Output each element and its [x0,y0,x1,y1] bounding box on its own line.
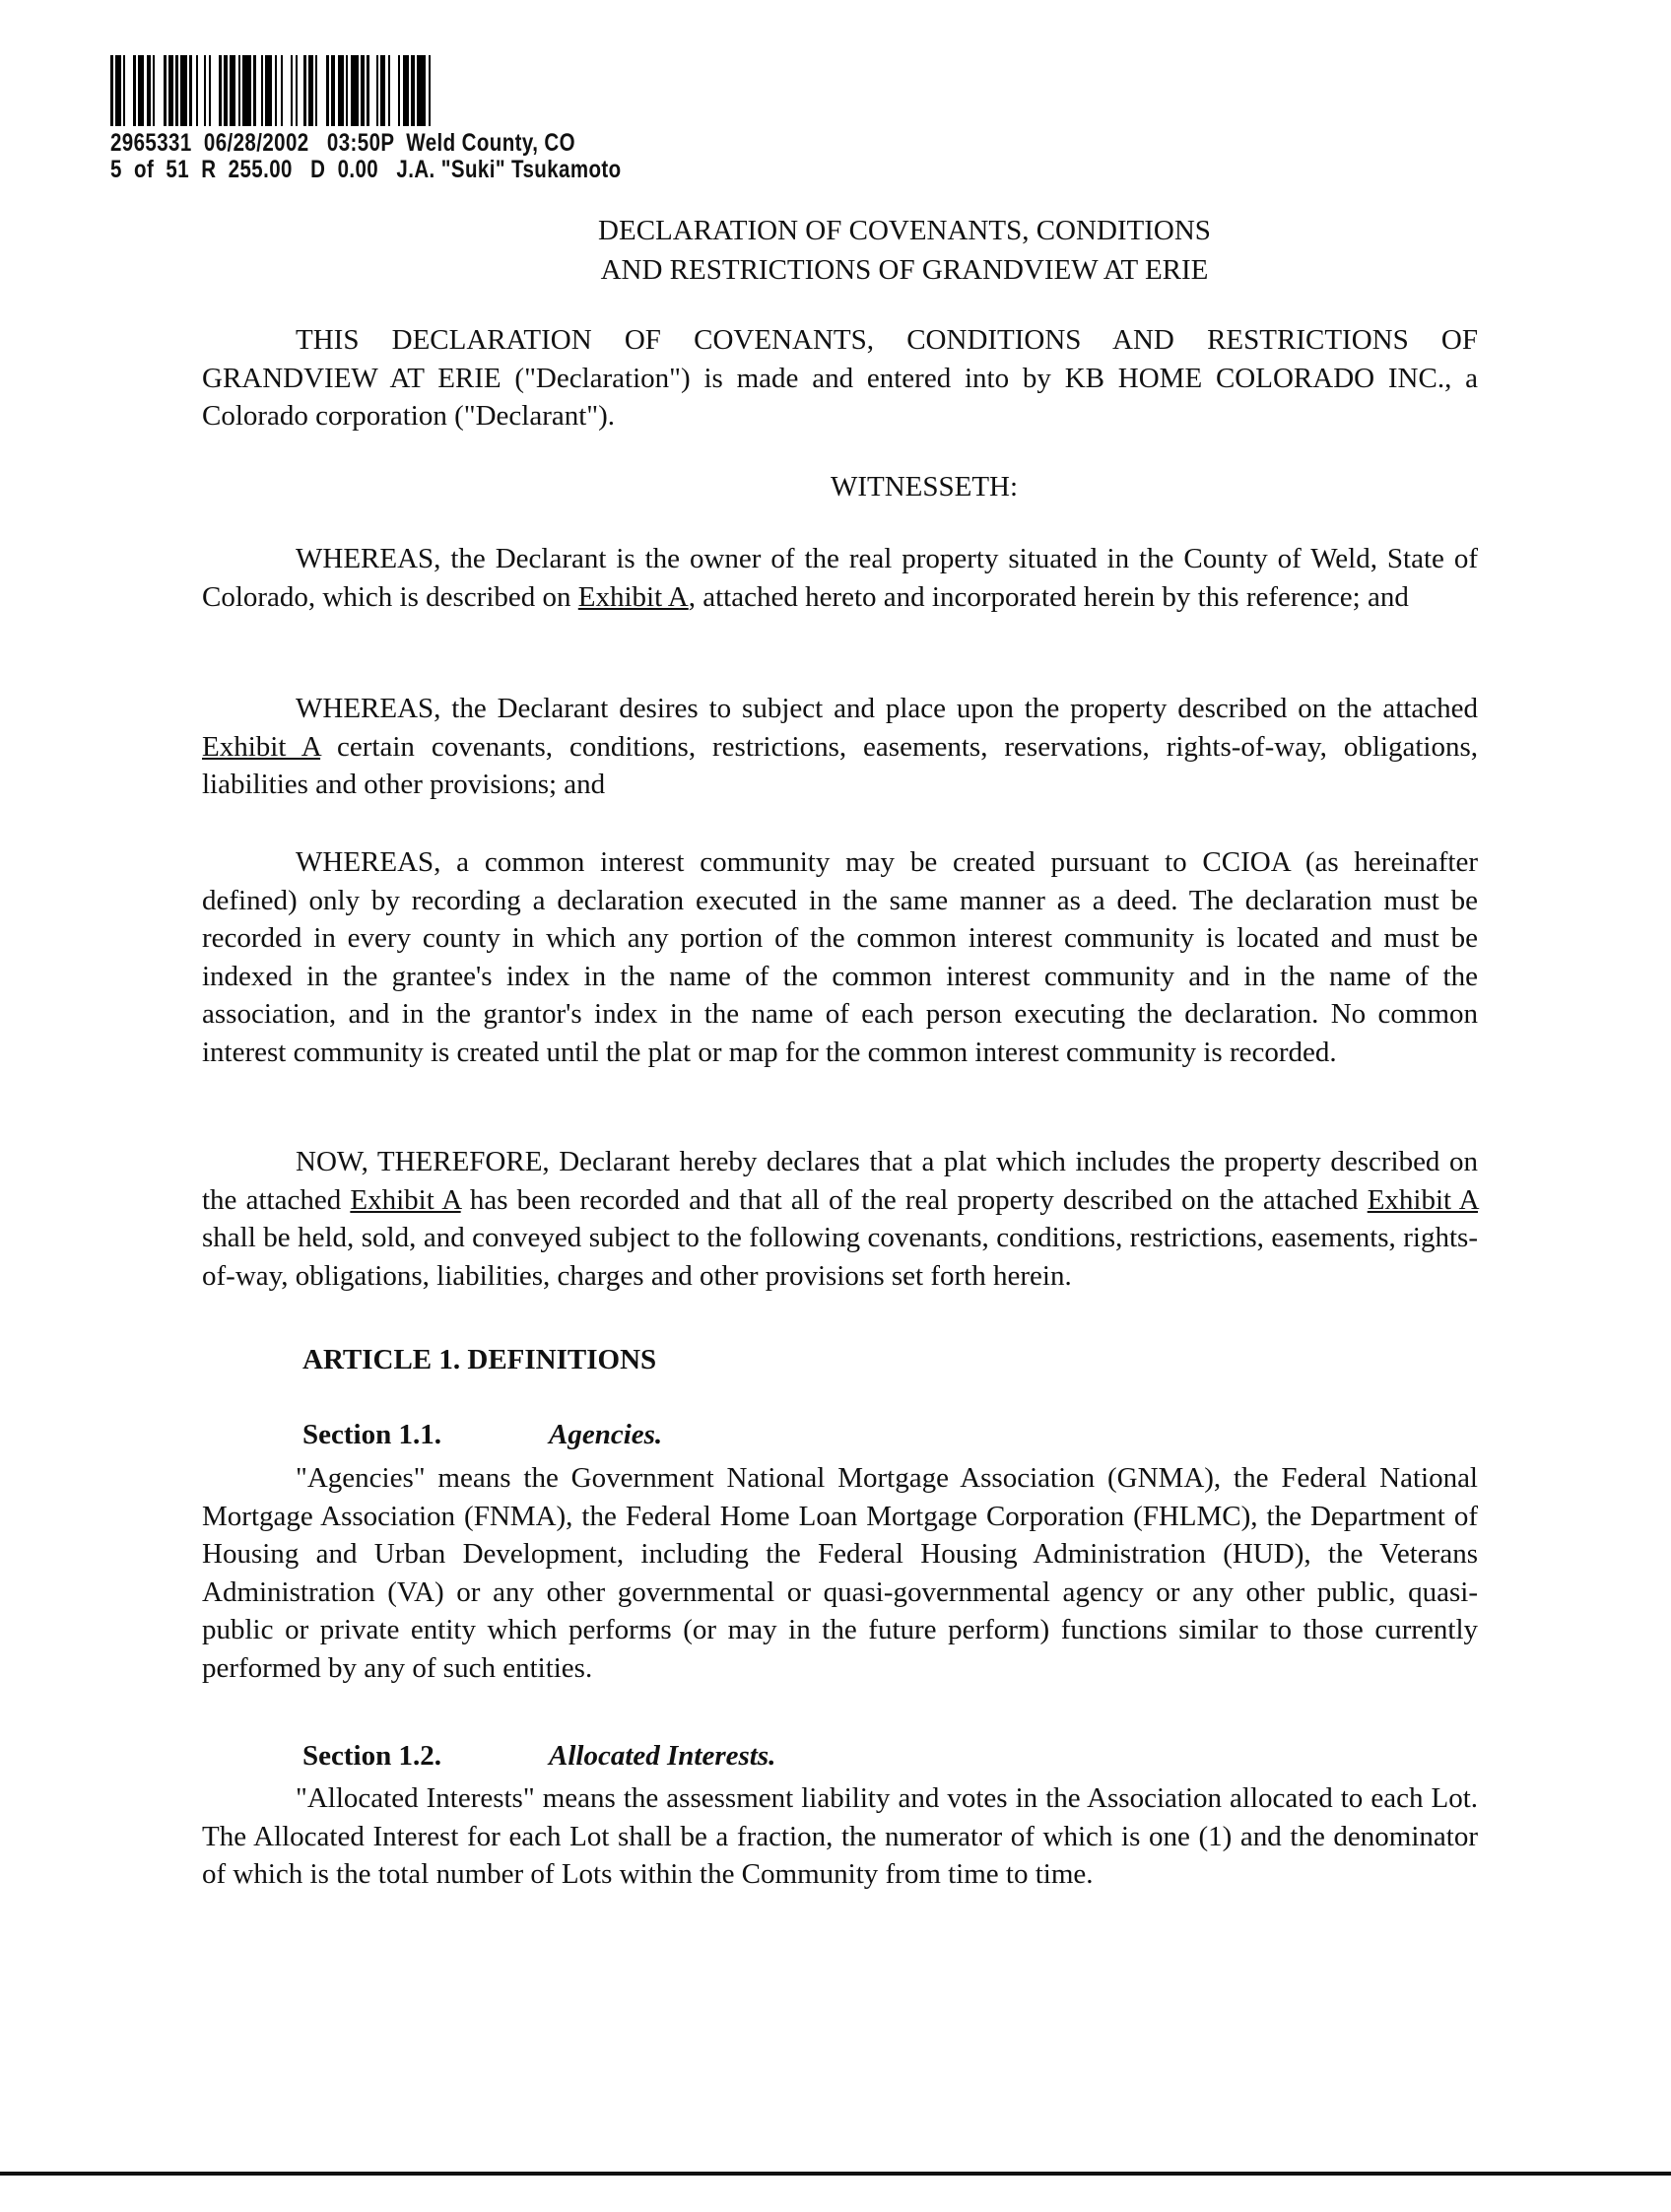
barcode-bar [138,55,144,126]
barcode-bar [224,55,228,126]
whereas-paragraph-2: WHEREAS, the Declarant desires to subject and place upon the property described on the attached Exhibit A certain covenants, conditions, restrictions, easements, reservations, rights-of-way, obligations, liabilities and other provisions; and [202,693,1478,800]
barcode-bar [189,55,192,126]
barcode-bar [230,55,235,126]
barcode-bar [326,55,329,126]
barcode-bar [265,55,272,126]
barcode-bar [380,55,385,126]
barcode-bar [180,55,187,126]
barcode-bar [346,55,348,126]
barcode-bar [238,55,240,126]
exhibit-a-reference: Exhibit A [350,1183,461,1216]
section-1-1-body: "Agencies" means the Government National Mortgage Association (GNMA), the Federal National Mortgage Association (FNMA), the Federal Home Loan Mortgage Corporation (FHLMC), the Department of Housing and Urban Development, including the Federal Housing Administration (HUD), the Veterans Administration (VA) or any other governmental or quasi-governmental agency or any other public, quasi-public or private entity which performs (or may in the future perform) functions similar to those currently performed by any of such entities. [202,1462,1478,1684]
exhibit-a-reference: Exhibit A [202,730,321,763]
barcode-bar [275,55,277,126]
barcode-bar [115,55,121,126]
barcode-bar [417,55,426,126]
section-heading-1-1: Section 1.1. Agencies. [302,1419,663,1450]
barcode-bar [242,55,251,126]
barcode-bar [331,55,335,126]
barcode-bar [403,55,409,126]
barcode-bar [168,55,173,126]
barcode-bar [147,55,151,126]
recording-line-2: 5 of 51 R 255.00 D 0.00 J.A. "Suki" Tsukamoto [110,156,622,183]
barcode-bar [209,55,211,126]
barcode-bar [351,55,359,126]
barcode-bar [281,55,283,126]
document-title [0,211,1671,290]
barcode-bar [291,55,293,126]
barcode-bar [253,55,256,126]
article-heading: ARTICLE 1. DEFINITIONS [302,1344,657,1375]
title-line-2: AND RESTRICTIONS OF GRANDVIEW AT ERIE [600,254,1209,286]
barcode-bar [388,55,390,126]
section-heading-1-2: Section 1.2. Allocated Interests. [302,1740,776,1772]
barcode-image [110,55,790,126]
barcode-bar [338,55,344,126]
barcode-bar [153,55,155,126]
whereas-paragraph-3 [202,843,1478,1071]
intro-paragraph [202,321,1478,436]
bottom-divider [0,2172,1671,2176]
title-line-1: DECLARATION OF COVENANTS, CONDITIONS [598,215,1211,246]
recording-stamp [110,55,790,183]
barcode-bar [376,55,378,126]
exhibit-a-reference: Exhibit A [1367,1183,1478,1216]
barcode-bar [315,55,317,126]
barcode-bar [123,55,125,126]
barcode-bar [398,55,400,126]
barcode-bar [411,55,415,126]
section-1-2-body: "Allocated Interests" means the assessment liability and votes in the Association allocated to each Lot. The Allocated Interest for each Lot shall be a fraction, the numerator of which is one (1) and the denominator of which is the total number of Lots within the Community from time to time. [202,1782,1478,1890]
barcode-bar [429,55,431,126]
barcode-bar [308,55,313,126]
barcode-bar [204,55,206,126]
barcode-bar [303,55,306,126]
barcode-bar [196,55,198,126]
whereas-paragraph-1: WHEREAS, the Declarant is the owner of the real property situated in the County of Weld, State of Colorado, which is described on Exhibit A, attached hereto and incorporated herein by this reference; and [202,543,1478,613]
barcode-bar [175,55,178,126]
now-therefore-paragraph: NOW, THEREFORE, Declarant hereby declares that a plat which includes the property described on the attached Exhibit A has been recorded and that all of the real property described on the attached Exhibit A shall be held, sold, and conveyed subject to the following covenants, conditions, restrictions, easements, rights-of-way, obligations, liabilities, charges and other provisions set forth herein. [202,1146,1478,1292]
recording-line-1: 2965331 06/28/2002 03:50P Weld County, CO [110,129,575,157]
barcode-bar [261,55,263,126]
barcode-bar [296,55,298,126]
barcode-bar [361,55,365,126]
whereas-3-text: WHEREAS, a common interest community may be created pursuant to CCIOA (as hereinafter defined) only by recording a declaration executed in the same manner as a deed. The declaration must be recorded in every county in which any portion of the common interest community is located and must be indexed in the grantee's index in the name of the common interest community and in the name of the association, and in the grantor's index in the name of each person executing the declaration. No common interest community is created until the plat or map for the common interest community is recorded. [202,846,1478,1068]
barcode-bar [164,55,167,126]
barcode-bar [110,55,113,126]
witnesseth-heading: WITNESSETH: [830,471,1019,503]
barcode-bar [367,55,369,126]
exhibit-a-reference: Exhibit A [577,580,689,613]
barcode-bar [133,55,136,126]
barcode-bar [219,55,222,126]
intro-text: THIS DECLARATION OF COVENANTS, CONDITIONS AND RESTRICTIONS OF GRANDVIEW AT ERIE ("Declaration") is made and entered into by KB HOME COLORADO INC., a Colorado corporation ("Declarant"). [202,324,1478,432]
